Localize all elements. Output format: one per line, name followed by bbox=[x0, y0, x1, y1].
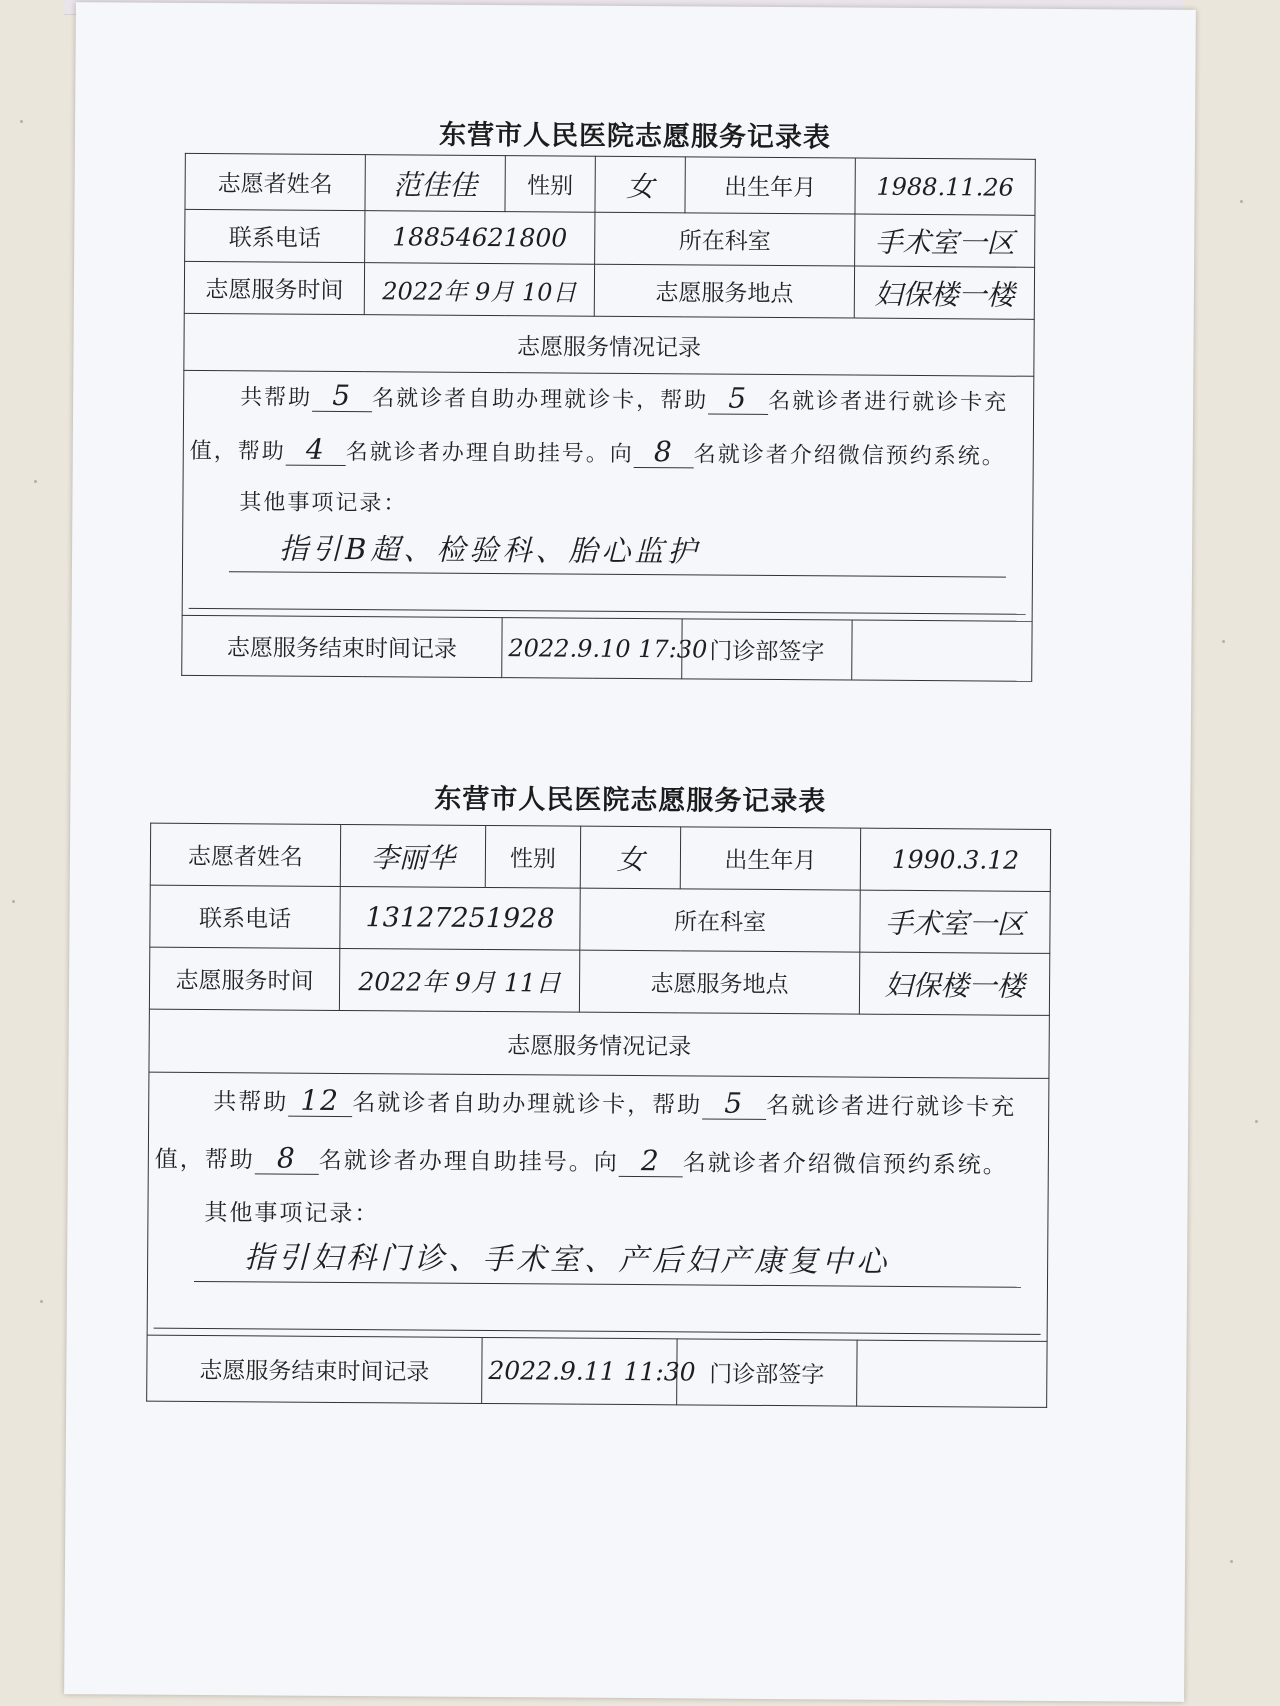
label-service-place: 志愿服务地点 bbox=[579, 950, 859, 1014]
other-items-value: 指引B超、检验科、胎心监护 bbox=[229, 525, 1006, 577]
form-title: 东营市人民医院志愿服务记录表 bbox=[438, 119, 832, 154]
desk-speck bbox=[1230, 1560, 1233, 1563]
value-gender: 女 bbox=[595, 156, 685, 213]
label-volunteer-name: 志愿者姓名 bbox=[185, 153, 365, 210]
label-department: 所在科室 bbox=[580, 888, 860, 952]
value-phone: 13127251928 bbox=[340, 886, 580, 950]
record-text: 共帮助 bbox=[213, 1089, 289, 1116]
count-card-issue: 5 bbox=[312, 381, 372, 412]
record-text: 名就诊者自助办理就诊卡，帮助 bbox=[372, 386, 709, 414]
desk-speck bbox=[1240, 200, 1243, 203]
record-body bbox=[182, 370, 1034, 621]
value-signature bbox=[852, 620, 1032, 681]
label-gender: 性别 bbox=[485, 825, 580, 888]
label-gender: 性别 bbox=[505, 156, 595, 213]
count-card-topup: 5 bbox=[708, 384, 768, 415]
label-service-place: 志愿服务地点 bbox=[594, 264, 854, 318]
label-end-time: 志愿服务结束时间记录 bbox=[147, 1335, 482, 1403]
value-signature bbox=[857, 1340, 1047, 1407]
count-wechat-intro: 8 bbox=[634, 437, 694, 468]
label-department: 所在科室 bbox=[595, 212, 855, 266]
record-text: 名就诊者介绍微信预约系统。 bbox=[682, 1150, 1008, 1179]
paper-sheet bbox=[64, 2, 1196, 1702]
label-service-time: 志愿服务时间 bbox=[149, 947, 339, 1010]
count-card-issue: 12 bbox=[288, 1086, 352, 1117]
desk-speck bbox=[34, 480, 37, 483]
label-end-time: 志愿服务结束时间记录 bbox=[182, 615, 502, 677]
label-signature: 门诊部签字 bbox=[682, 619, 852, 680]
blank-line bbox=[154, 1326, 1041, 1335]
desk-speck bbox=[40, 1300, 43, 1303]
value-birth: 1988.11.26 bbox=[855, 158, 1035, 215]
value-department: 手术室一区 bbox=[855, 214, 1035, 267]
count-registration: 4 bbox=[286, 435, 346, 466]
label-service-time: 志愿服务时间 bbox=[184, 261, 364, 314]
record-body bbox=[147, 1072, 1049, 1341]
count-card-topup: 5 bbox=[702, 1089, 766, 1120]
count-registration: 8 bbox=[255, 1143, 319, 1174]
record-text: 名就诊者介绍微信预约系统。 bbox=[693, 442, 1006, 470]
label-phone: 联系电话 bbox=[150, 885, 340, 948]
other-items-label: 其他事项记录： bbox=[204, 1200, 380, 1228]
label-birth: 出生年月 bbox=[685, 157, 855, 214]
desk-speck bbox=[1222, 640, 1225, 643]
record-text: 名就诊者办理自助挂号。向 bbox=[345, 440, 634, 468]
other-items-label: 其他事项记录： bbox=[239, 490, 408, 517]
desk-speck bbox=[1255, 1120, 1258, 1123]
section-header: 志愿服务情况记录 bbox=[149, 1009, 1049, 1078]
form-title: 东营市人民医院志愿服务记录表 bbox=[434, 783, 827, 818]
record-text: 名就诊者进行就诊卡充值，帮助 bbox=[154, 1092, 1017, 1174]
section-header: 志愿服务情况记录 bbox=[184, 313, 1034, 376]
label-birth: 出生年月 bbox=[680, 827, 860, 890]
desk-speck bbox=[12, 900, 15, 903]
value-service-place: 妇保楼一楼 bbox=[859, 952, 1049, 1015]
record-text: 名就诊者自助办理就诊卡，帮助 bbox=[352, 1090, 703, 1119]
value-department: 手术室一区 bbox=[860, 890, 1050, 953]
value-service-time: 2022年 9月 10日 bbox=[364, 263, 594, 317]
blank-line bbox=[189, 606, 1026, 615]
value-gender: 女 bbox=[580, 826, 680, 889]
value-service-time: 2022年 9月 11日 bbox=[339, 948, 579, 1012]
record-text: 名就诊者办理自助挂号。向 bbox=[318, 1147, 619, 1176]
value-end-time: 2022.9.11 11:30 bbox=[482, 1337, 677, 1404]
label-volunteer-name: 志愿者姓名 bbox=[150, 823, 340, 886]
value-volunteer-name: 范佳佳 bbox=[365, 155, 505, 212]
desk-speck bbox=[20, 120, 23, 123]
value-phone: 18854621800 bbox=[365, 211, 595, 265]
value-end-time: 2022.9.10 17:30 bbox=[502, 618, 682, 679]
count-wechat-intro: 2 bbox=[619, 1146, 683, 1177]
value-volunteer-name: 李丽华 bbox=[340, 824, 485, 887]
value-birth: 1990.3.12 bbox=[860, 828, 1050, 891]
label-signature: 门诊部签字 bbox=[677, 1339, 857, 1406]
record-table bbox=[146, 823, 1051, 1408]
record-text: 共帮助 bbox=[240, 385, 313, 411]
value-service-place: 妇保楼一楼 bbox=[854, 266, 1034, 319]
record-table bbox=[181, 153, 1036, 682]
record-text: 名就诊者进行就诊卡充值，帮助 bbox=[189, 388, 1009, 465]
label-phone: 联系电话 bbox=[185, 209, 365, 262]
other-items-value: 指引妇科门诊、手术室、产后妇产康复中心 bbox=[194, 1235, 1021, 1288]
